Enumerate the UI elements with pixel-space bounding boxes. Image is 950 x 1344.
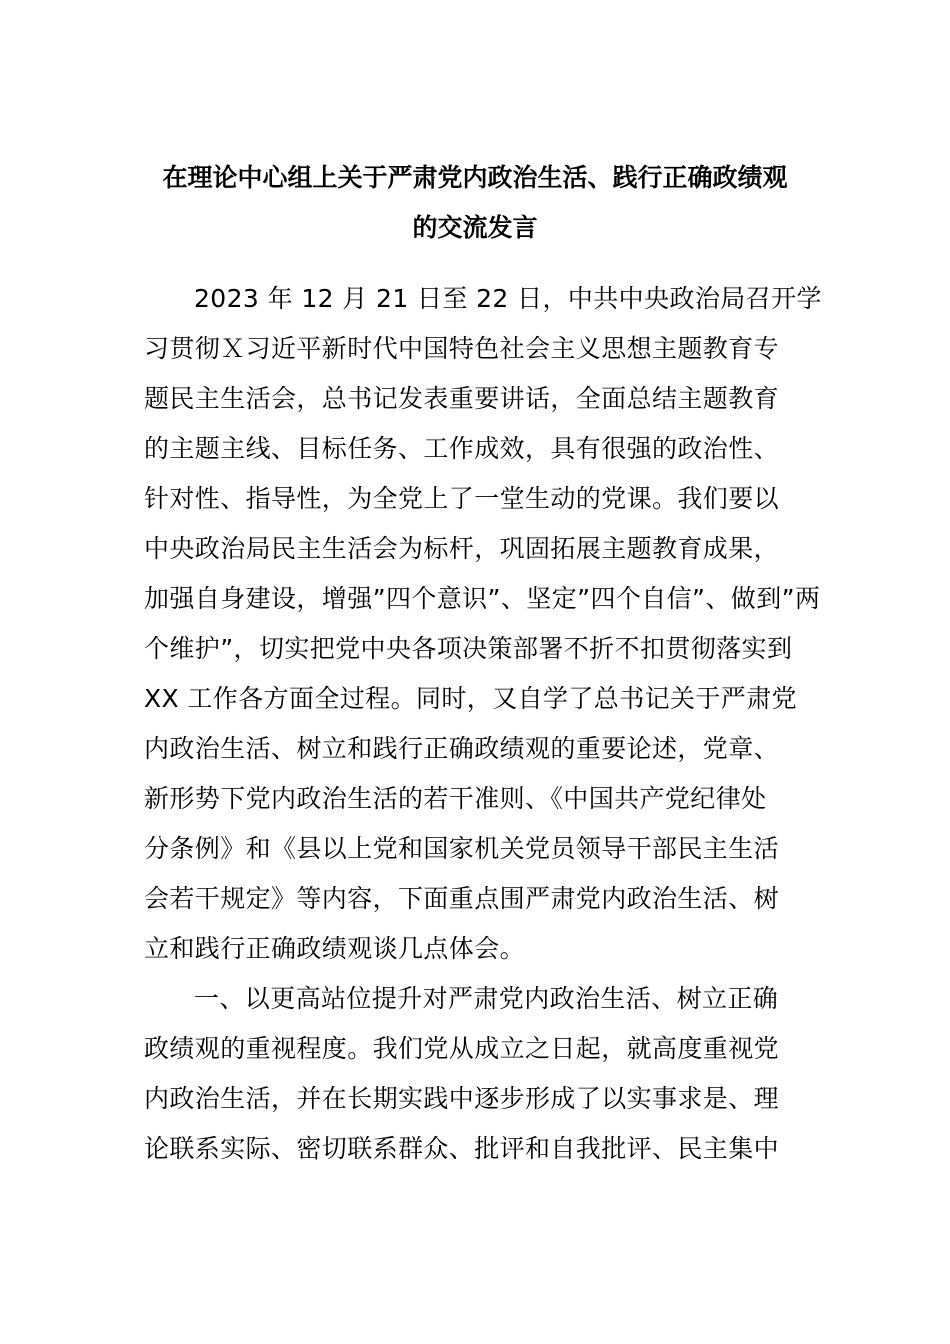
paragraph-2-line-3: 内政治生活，并在长期实践中逐步形成了以实事求是、理 bbox=[144, 1084, 780, 1113]
document-title-line-2: 的交流发言 bbox=[412, 213, 538, 242]
paragraph-2-line-1: 一、以更高站位提升对严肃党内政治生活、树立正确 bbox=[194, 984, 779, 1013]
paragraph-1-line-13: 会若干规定》等内容，下面重点围严肃党内政治生活、树 bbox=[144, 884, 780, 913]
paragraph-1-line-11: 新形势下党内政治生活的若干准则、《中国共产党纪律处 bbox=[144, 784, 767, 813]
paragraph-1-line-5: 针对性、指导性，为全党上了一堂生动的党课。我们要以 bbox=[144, 484, 780, 513]
paragraph-2-line-4: 论联系实际、密切联系群众、批评和自我批评、民主集中 bbox=[144, 1134, 780, 1163]
paragraph-1-line-4: 的主题主线、目标任务、工作成效，具有很强的政治性、 bbox=[144, 434, 780, 463]
paragraph-1-line-10: 内政治生活、树立和践行正确政绩观的重要论述，党章、 bbox=[144, 734, 780, 763]
paragraph-1-line-1: 2023 年 12 月 21 日至 22 日，中共中央政治局召开学 bbox=[194, 284, 822, 313]
document-title-line-1: 在理论中心组上关于严肃党内政治生活、践行正确政绩观 bbox=[162, 163, 788, 192]
paragraph-1-line-3: 题民主生活会，总书记发表重要讲话，全面总结主题教育 bbox=[144, 384, 780, 413]
paragraph-1-line-2: 习贯彻Ｘ习近平新时代中国特色社会主义思想主题教育专 bbox=[144, 334, 780, 363]
paragraph-1-line-9: XX 工作各方面全过程。同时，又自学了总书记关于严肃党 bbox=[144, 684, 798, 713]
paragraph-1-line-14: 立和践行正确政绩观谈几点体会。 bbox=[144, 934, 526, 963]
paragraph-2-line-2: 政绩观的重视程度。我们党从成立之日起，就高度重视党 bbox=[144, 1034, 780, 1063]
paragraph-1-line-6: 中央政治局民主生活会为标杆，巩固拓展主题教育成果， bbox=[144, 534, 780, 563]
paragraph-1-line-8: 个维护”，切实把党中央各项决策部署不折不扣贯彻落实到 bbox=[144, 634, 793, 663]
paragraph-1-line-7: 加强自身建设，增强”四个意识”、坚定”四个自信”、做到”两 bbox=[144, 584, 821, 613]
paragraph-1-line-12: 分条例》和《县以上党和国家机关党员领导干部民主生活 bbox=[144, 834, 780, 863]
